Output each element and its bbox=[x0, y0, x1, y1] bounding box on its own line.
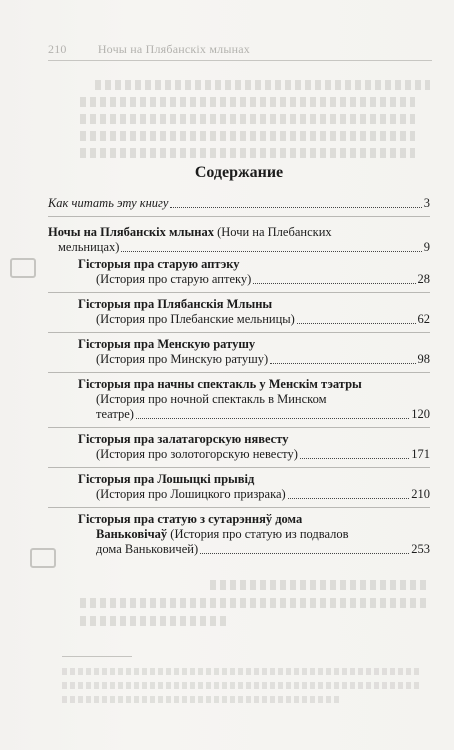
toc-story-ru: (История про статую из подвалов bbox=[170, 527, 349, 541]
bleed-icon bbox=[10, 258, 36, 278]
bleed-footnote-line bbox=[62, 668, 422, 675]
toc-story-title: Гісторыя пра Лошыцкі прывід bbox=[78, 472, 255, 486]
bleed-line bbox=[80, 616, 230, 626]
toc-story-ru: (История про Плебанские мельницы) bbox=[96, 312, 295, 326]
divider bbox=[48, 216, 430, 217]
toc-story-ru: (История про Лошицкого призрака) bbox=[96, 487, 286, 501]
leader-dots bbox=[297, 323, 416, 324]
leader-dots bbox=[170, 207, 421, 208]
toc-entry bbox=[48, 447, 430, 462]
leader-dots bbox=[253, 283, 415, 284]
toc-entry-title: Как читать эту книгу bbox=[48, 196, 169, 210]
toc-story-ru: (История про золотогорскую невесту) bbox=[96, 447, 298, 461]
toc-part-title-ru: (Ночи на Плебанских bbox=[217, 225, 332, 239]
toc-page-number: 210 bbox=[411, 487, 430, 501]
toc-part-title-ru-cont: мельницах) bbox=[58, 240, 120, 254]
bleed-line bbox=[80, 114, 415, 124]
toc-page-number: 98 bbox=[417, 352, 430, 366]
toc-entry bbox=[48, 272, 430, 287]
toc-page-number: 62 bbox=[417, 312, 430, 326]
divider bbox=[48, 292, 430, 293]
toc-story-title-cont: Ваньковічаў bbox=[96, 527, 168, 541]
toc-page-number: 253 bbox=[411, 542, 430, 556]
toc-page-number: 3 bbox=[423, 196, 430, 210]
toc-page-number: 171 bbox=[411, 447, 430, 461]
bleed-footnote-line bbox=[62, 696, 342, 703]
toc-entry bbox=[48, 312, 430, 327]
bleed-footnote-line bbox=[62, 682, 422, 689]
toc-page-number: 28 bbox=[417, 272, 430, 286]
bleed-line bbox=[210, 580, 430, 590]
leader-dots bbox=[270, 363, 415, 364]
toc-entry bbox=[48, 487, 430, 502]
toc-story-title: Гісторыя пра Менскую ратушу bbox=[78, 337, 256, 351]
toc-story-title: Гісторыя пра залатагорскую нявесту bbox=[78, 432, 289, 446]
toc-page-number: 9 bbox=[423, 240, 430, 254]
toc-story-ru: (История про старую аптеку) bbox=[96, 272, 252, 286]
toc-story-ru: (История про ночной спектакль в Минском bbox=[96, 392, 327, 406]
leader-dots bbox=[136, 418, 409, 419]
bleed-line bbox=[80, 148, 415, 158]
header-rule bbox=[48, 60, 432, 61]
toc-story-title: Гісторыя пра Плябанскія Млыны bbox=[78, 297, 273, 311]
toc-story-title: Гісторыя пра начны спектакль у Менскім тэатры bbox=[78, 377, 362, 391]
toc-title: Содержание bbox=[194, 164, 284, 181]
toc-story-title: Гісторыя пра старую аптэку bbox=[78, 257, 240, 271]
footnote-rule bbox=[62, 656, 132, 657]
leader-dots bbox=[300, 458, 409, 459]
toc-entry bbox=[48, 352, 430, 367]
bleed-line bbox=[80, 97, 415, 107]
bleed-header-left: 210 bbox=[48, 42, 67, 56]
toc-entry bbox=[48, 196, 430, 211]
toc-entry bbox=[48, 542, 430, 557]
bleed-line bbox=[80, 131, 415, 141]
divider bbox=[48, 427, 430, 428]
toc-story-ru: (История про Минскую ратушу) bbox=[96, 352, 269, 366]
toc-entry bbox=[48, 407, 430, 422]
bleed-through-header bbox=[48, 42, 250, 57]
toc-story-ru-cont: дома Ваньковичей) bbox=[96, 542, 199, 556]
bleed-line bbox=[95, 80, 430, 90]
toc-page-number: 120 bbox=[411, 407, 430, 421]
toc-entry bbox=[48, 240, 430, 255]
toc-story-title: Гісторыя пра статую з сутарэнняў дома bbox=[78, 512, 303, 526]
toc-part bbox=[48, 225, 430, 255]
toc-part-title-by: Ночы на Плябанскіх млынах bbox=[48, 225, 214, 239]
leader-dots bbox=[121, 251, 421, 252]
leader-dots bbox=[200, 553, 409, 554]
toc-story-ru-cont: театре) bbox=[96, 407, 134, 421]
bleed-line bbox=[80, 598, 430, 608]
bleed-header-center: Ночы на Плябанскіх млынах bbox=[97, 42, 250, 56]
divider bbox=[48, 467, 430, 468]
divider bbox=[48, 507, 430, 508]
toc-story-entry bbox=[48, 527, 430, 542]
table-of-contents bbox=[48, 165, 430, 557]
divider bbox=[48, 372, 430, 373]
leader-dots bbox=[288, 498, 410, 499]
divider bbox=[48, 332, 430, 333]
toc-part-title bbox=[48, 225, 430, 240]
